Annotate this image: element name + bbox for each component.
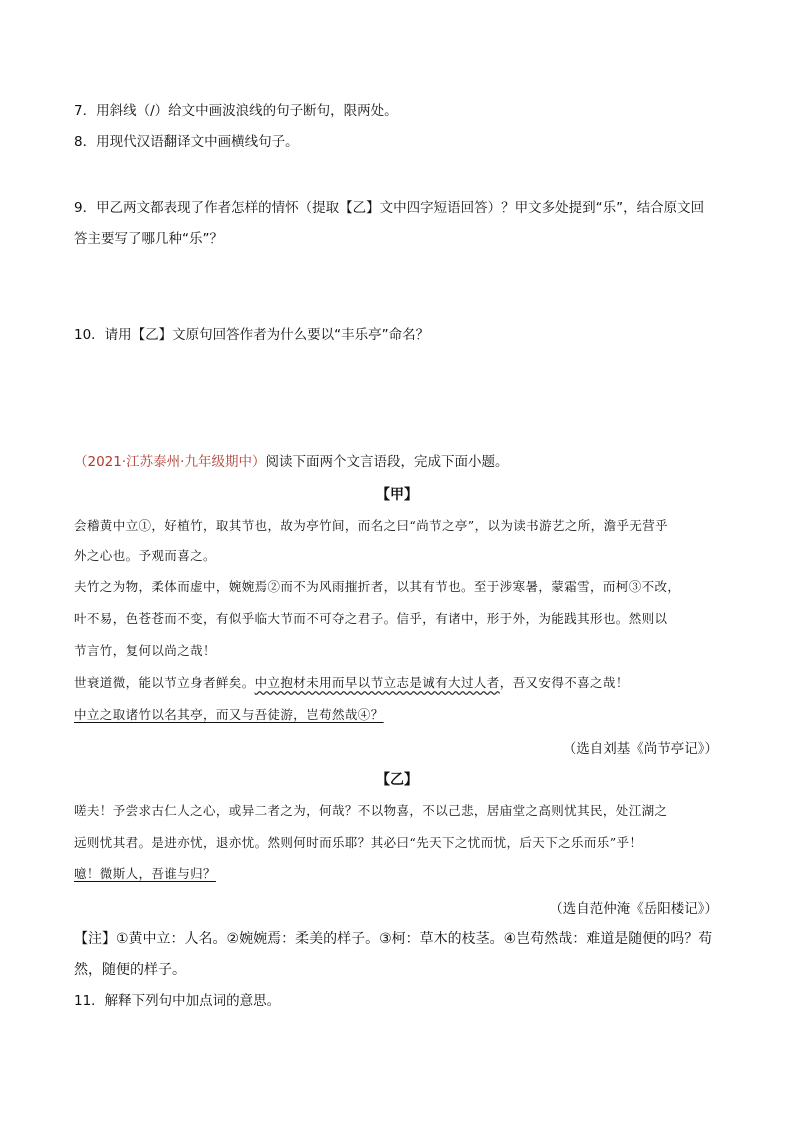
jia-p3-wavy-sentence: 中立抱材未用而早以节立志是诚有大过人者 xyxy=(254,675,500,690)
intro-text: 阅读下面两个文言语段，完成下面小题。 xyxy=(265,454,509,470)
yi-line-3 xyxy=(74,864,216,884)
yi-line-3-text: 噫！微斯人，吾谁与归？ xyxy=(74,866,216,881)
jia-p3 xyxy=(74,673,629,693)
yi-line-1: 嗟夫！予尝求古仁人之心，或异二者之为，何哉？不以物喜，不以己悲，居庙堂之高则忧其民，处江湖之 xyxy=(74,803,668,818)
question-7: 7．用斜线（/）给文中画波浪线的句子断句，限两处。 xyxy=(74,103,398,119)
question-9-line-1: 9．甲乙两文都表现了作者怎样的情怀（提取【乙】文中四字短语回答）？甲文多处提到“乐”，结合原文回 xyxy=(74,200,705,216)
jia-p2-line-3: 节言竹，复何以尚之哉！ xyxy=(74,643,216,658)
jia-p1-line-2: 外之心也。予观而喜之。 xyxy=(74,548,216,563)
passage-intro xyxy=(74,452,508,472)
jia-p3-plain: 世衰道微，能以节立身者鲜矣。 xyxy=(74,675,255,690)
question-11: 11．解释下列句中加点词的意思。 xyxy=(74,993,281,1009)
yi-line-2: 远则忧其君。是进亦忧，退亦忧。然则何时而乐耶？其必曰“先天下之忧而忧，后天下之乐而乐”乎！ xyxy=(74,835,643,850)
jia-p2-line-1: 夫竹之为物，柔体而虚中，婉婉焉②而不为风雨摧折者，以其有节也。至于涉寒暑，蒙霜雪，而柯③不改， xyxy=(74,579,681,594)
question-10: 10．请用【乙】文原句回答作者为什么要以“丰乐亭”命名？ xyxy=(74,327,430,343)
note-line-2: 然，随便的样子。 xyxy=(74,962,186,978)
intro-source: （2021·江苏泰州·九年级期中） xyxy=(74,454,266,470)
jia-p3-tail: ，吾又安得不喜之哉！ xyxy=(499,675,629,690)
note-line-1: 【注】①黄中立：人名。②婉婉焉：柔美的样子。③柯：草木的枝茎。④岂苟然哉：难道是随便的吗？苟 xyxy=(74,931,713,947)
jia-p1-line-1: 会稽黄中立①，好植竹，取其节也，故为亭竹间，而名之曰“尚节之亭”，以为读书游艺之所，澹乎无营乎 xyxy=(74,518,669,533)
question-9-line-2: 答主要写了哪几种“乐”？ xyxy=(74,231,223,247)
question-8: 8．用现代汉语翻译文中画横线句子。 xyxy=(74,134,299,150)
jia-title: 【甲】 xyxy=(376,487,418,503)
jia-source: （选自刘基《尚节亭记》） xyxy=(562,741,718,757)
yi-source: （选自范仲淹《岳阳楼记》） xyxy=(549,901,718,917)
jia-p4-underlined xyxy=(74,705,384,725)
jia-p4-text: 中立之取诸竹以名其亭，而又与吾徒游，岂苟然哉④？ xyxy=(74,707,384,722)
jia-p2-line-2: 叶不易，色苍苍而不变，有似乎临大节而不可夺之君子。信乎，有诸中，形于外，为能践其形也。然则以 xyxy=(74,611,668,626)
yi-title: 【乙】 xyxy=(376,772,418,788)
